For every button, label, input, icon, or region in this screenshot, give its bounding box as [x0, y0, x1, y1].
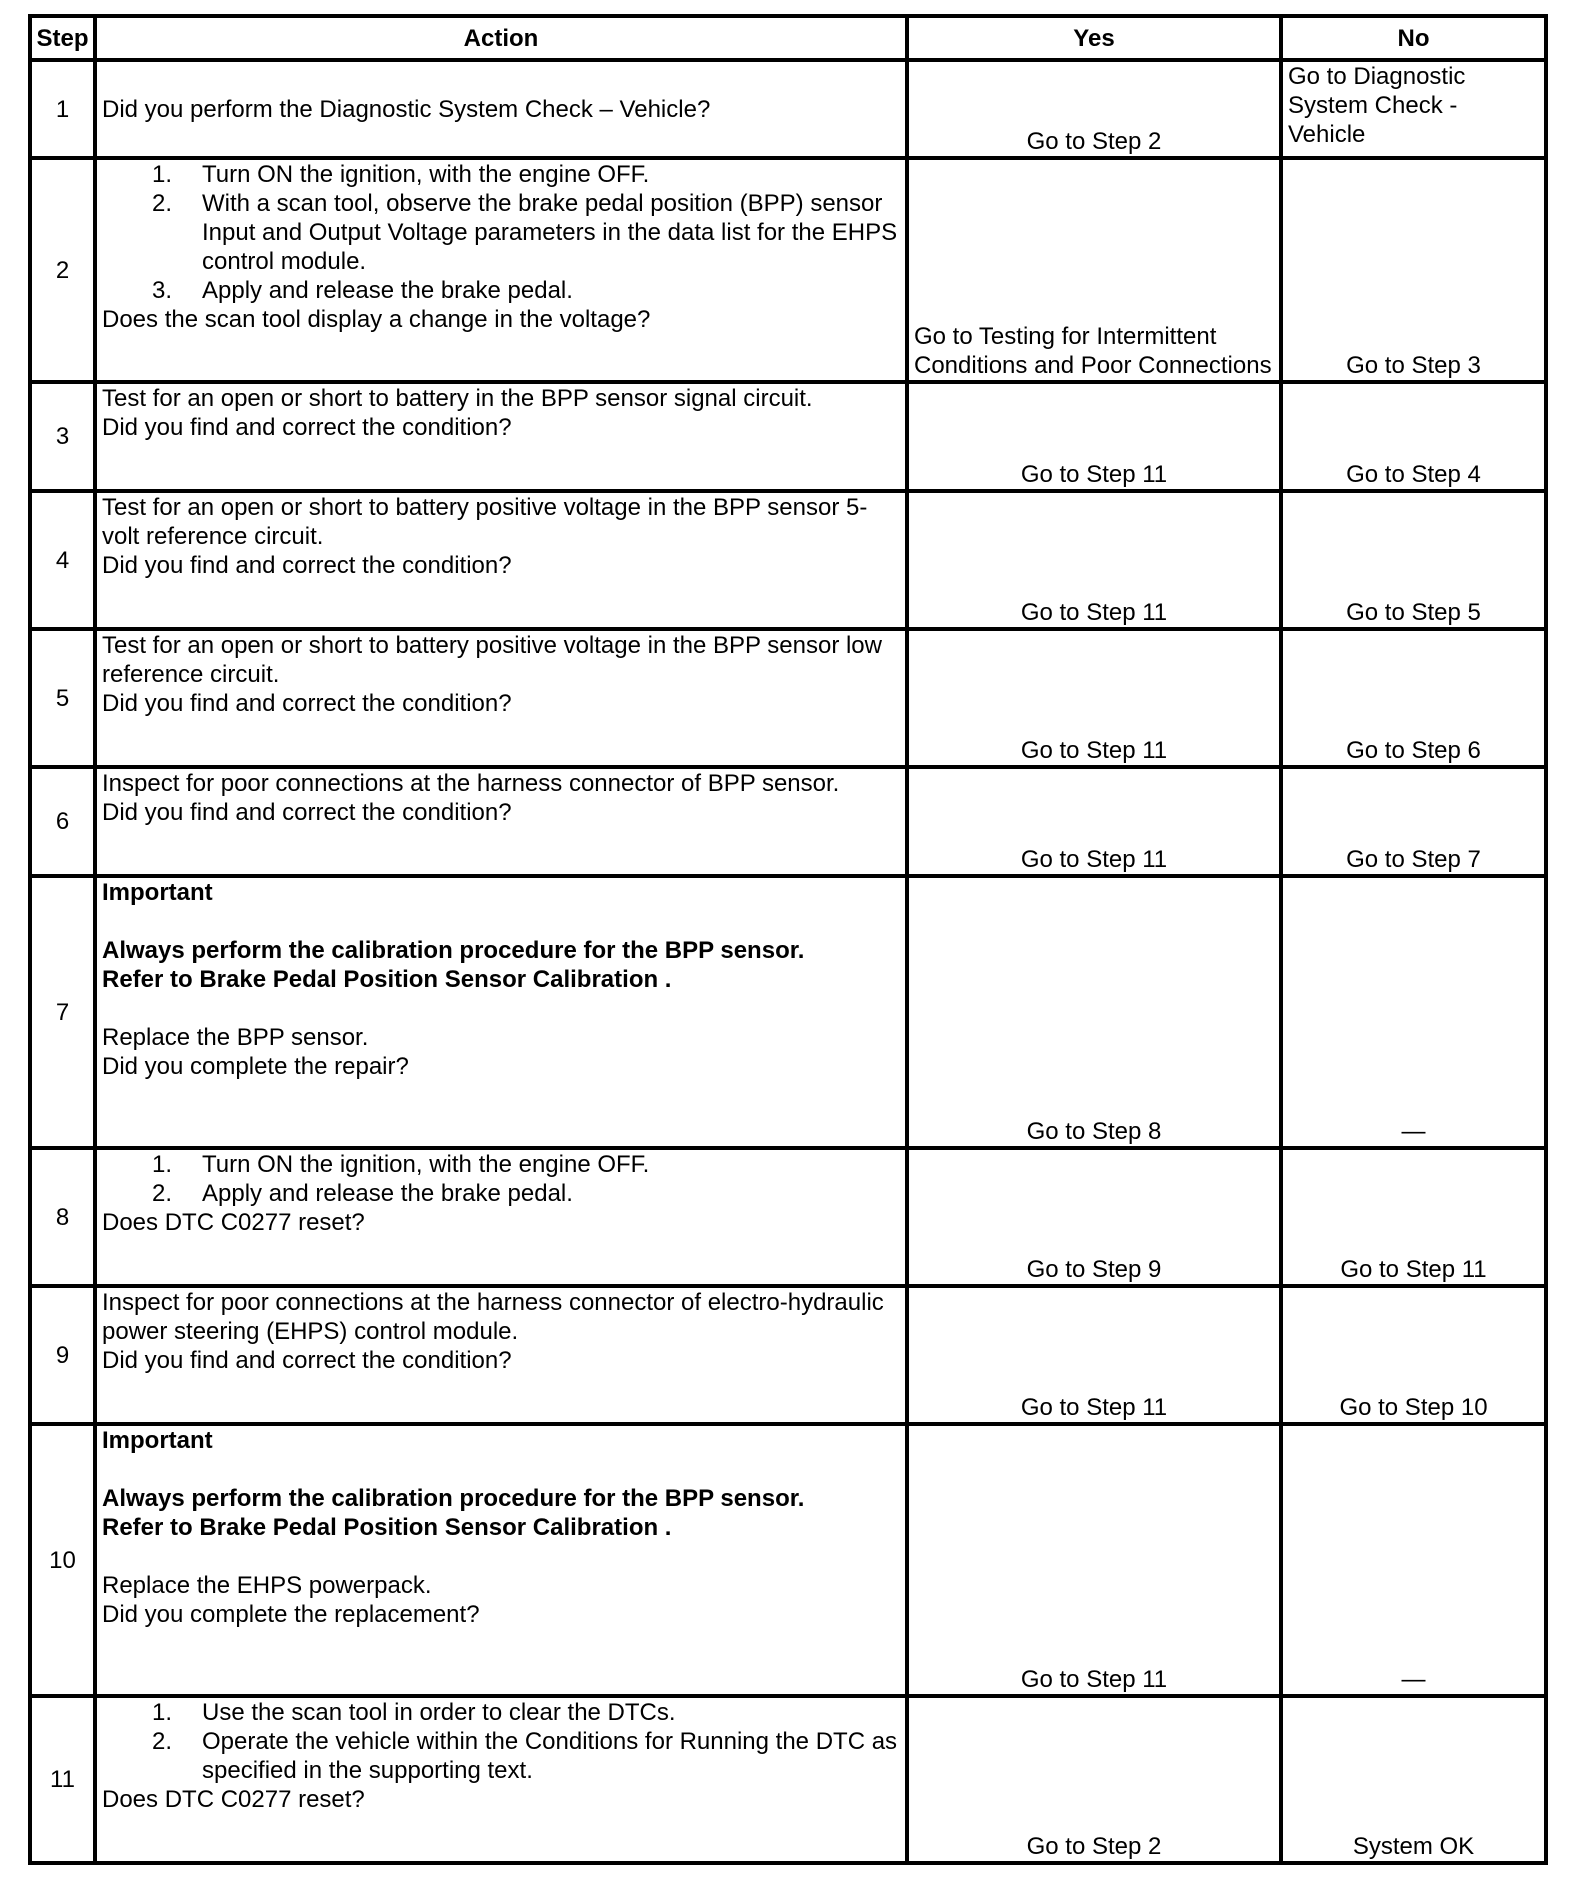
- important-note-line: Refer to Brake Pedal Position Sensor Calibration .: [102, 966, 672, 993]
- important-label: Important: [102, 879, 213, 906]
- yes-cell: Go to Step 11: [907, 1424, 1281, 1696]
- list-item: 3. Apply and release the brake pedal.: [152, 277, 573, 304]
- action-question: Did you find and correct the condition?: [102, 414, 512, 441]
- action-question: Did you find and correct the condition?: [102, 552, 512, 579]
- action-cell: [95, 767, 907, 876]
- yes-cell: Go to Step 11: [907, 767, 1281, 876]
- list-item: 2. Operate the vehicle within the Conditions for Running the DTC as specified in the supporting text.: [152, 1728, 898, 1784]
- no-cell: Go to Step 5: [1281, 491, 1546, 629]
- action-question: Did you find and correct the condition?: [102, 690, 512, 717]
- yes-cell: Go to Step 9: [907, 1148, 1281, 1286]
- action-cell: [95, 1696, 907, 1863]
- action-cell: [95, 876, 907, 1148]
- yes-cell: Go to Testing for Intermittent Conditions and Poor Connections: [907, 158, 1281, 382]
- yes-cell: Go to Step 2: [907, 1696, 1281, 1863]
- step-number: 9: [30, 1286, 95, 1424]
- action-question: Does DTC C0277 reset?: [102, 1209, 365, 1236]
- step-number: 2: [30, 158, 95, 382]
- action-text: Replace the BPP sensor.: [102, 1024, 369, 1051]
- action-cell: [95, 158, 907, 382]
- action-question: Did you complete the repair?: [102, 1053, 409, 1080]
- yes-cell: Go to Step 8: [907, 876, 1281, 1148]
- important-note-line: Always perform the calibration procedure for the BPP sensor.: [102, 1485, 805, 1512]
- no-cell: —: [1281, 1424, 1546, 1696]
- step-number: 10: [30, 1424, 95, 1696]
- action-cell: [95, 1148, 907, 1286]
- table-row: [30, 382, 1546, 491]
- header-row: [30, 16, 1546, 60]
- action-text: Test for an open or short to battery positive voltage in the BPP sensor 5-volt reference circuit.: [102, 494, 868, 550]
- header-no: No: [1281, 16, 1546, 60]
- action-cell: [95, 1286, 907, 1424]
- action-steps-list: [102, 1698, 900, 1785]
- no-cell: Go to Step 11: [1281, 1148, 1546, 1286]
- step-number: 6: [30, 767, 95, 876]
- table-row: [30, 629, 1546, 767]
- action-question: Does the scan tool display a change in the voltage?: [102, 306, 651, 333]
- action-question: Did you find and correct the condition?: [102, 1347, 512, 1374]
- action-text: Replace the EHPS powerpack.: [102, 1572, 432, 1599]
- action-text: Test for an open or short to battery in the BPP sensor signal circuit.: [102, 385, 813, 412]
- no-cell: Go to Step 3: [1281, 158, 1546, 382]
- diagnostic-table: [28, 14, 1548, 1865]
- action-cell: [95, 382, 907, 491]
- action-question: Did you perform the Diagnostic System Check – Vehicle?: [102, 95, 711, 123]
- header-step: Step: [30, 16, 95, 60]
- no-cell: —: [1281, 876, 1546, 1148]
- yes-cell: Go to Step 11: [907, 382, 1281, 491]
- action-cell: [95, 629, 907, 767]
- no-cell: Go to Step 4: [1281, 382, 1546, 491]
- action-cell: [95, 491, 907, 629]
- header-yes: Yes: [907, 16, 1281, 60]
- step-number: 7: [30, 876, 95, 1148]
- table-row: [30, 876, 1546, 1148]
- yes-cell: Go to Step 11: [907, 491, 1281, 629]
- table-row: [30, 1148, 1546, 1286]
- yes-cell: Go to Step 11: [907, 629, 1281, 767]
- no-cell: Go to Step 6: [1281, 629, 1546, 767]
- header-action: Action: [95, 16, 907, 60]
- action-text: Inspect for poor connections at the harness connector of electro-hydraulic power steering (EHPS) control module.: [102, 1289, 884, 1345]
- list-item: 2. With a scan tool, observe the brake pedal position (BPP) sensor Input and Output Voltage parameters in the data list for the EHPS control module.: [152, 190, 898, 275]
- table-row: [30, 1696, 1546, 1863]
- step-number: 1: [30, 60, 95, 158]
- list-item: 1. Use the scan tool in order to clear the DTCs.: [152, 1699, 676, 1726]
- no-cell: Go to Diagnostic System Check - Vehicle: [1281, 60, 1546, 158]
- table-row: [30, 158, 1546, 382]
- important-note-line: Refer to Brake Pedal Position Sensor Calibration .: [102, 1514, 672, 1541]
- step-number: 8: [30, 1148, 95, 1286]
- yes-cell: Go to Step 2: [907, 60, 1281, 158]
- no-cell: Go to Step 7: [1281, 767, 1546, 876]
- list-item: 1. Turn ON the ignition, with the engine OFF.: [152, 1151, 650, 1178]
- no-cell: System OK: [1281, 1696, 1546, 1863]
- important-note-line: Always perform the calibration procedure for the BPP sensor.: [102, 937, 805, 964]
- action-cell: [95, 60, 907, 158]
- yes-cell: Go to Step 11: [907, 1286, 1281, 1424]
- no-cell: Go to Step 10: [1281, 1286, 1546, 1424]
- action-question: Did you complete the replacement?: [102, 1601, 480, 1628]
- action-steps-list: [102, 160, 900, 305]
- action-steps-list: [102, 1150, 900, 1208]
- table-row: [30, 1286, 1546, 1424]
- table-row: [30, 767, 1546, 876]
- table-row: [30, 60, 1546, 158]
- step-number: 3: [30, 382, 95, 491]
- table-row: [30, 1424, 1546, 1696]
- important-label: Important: [102, 1427, 213, 1454]
- action-cell: [95, 1424, 907, 1696]
- step-number: 5: [30, 629, 95, 767]
- action-text: Test for an open or short to battery positive voltage in the BPP sensor low reference circuit.: [102, 632, 882, 688]
- step-number: 4: [30, 491, 95, 629]
- list-item: 2. Apply and release the brake pedal.: [152, 1180, 573, 1207]
- table-row: [30, 491, 1546, 629]
- step-number: 11: [30, 1696, 95, 1863]
- action-question: Does DTC C0277 reset?: [102, 1786, 365, 1813]
- action-question: Did you find and correct the condition?: [102, 799, 512, 826]
- list-item: 1. Turn ON the ignition, with the engine OFF.: [152, 161, 650, 188]
- action-text: Inspect for poor connections at the harness connector of BPP sensor.: [102, 770, 840, 797]
